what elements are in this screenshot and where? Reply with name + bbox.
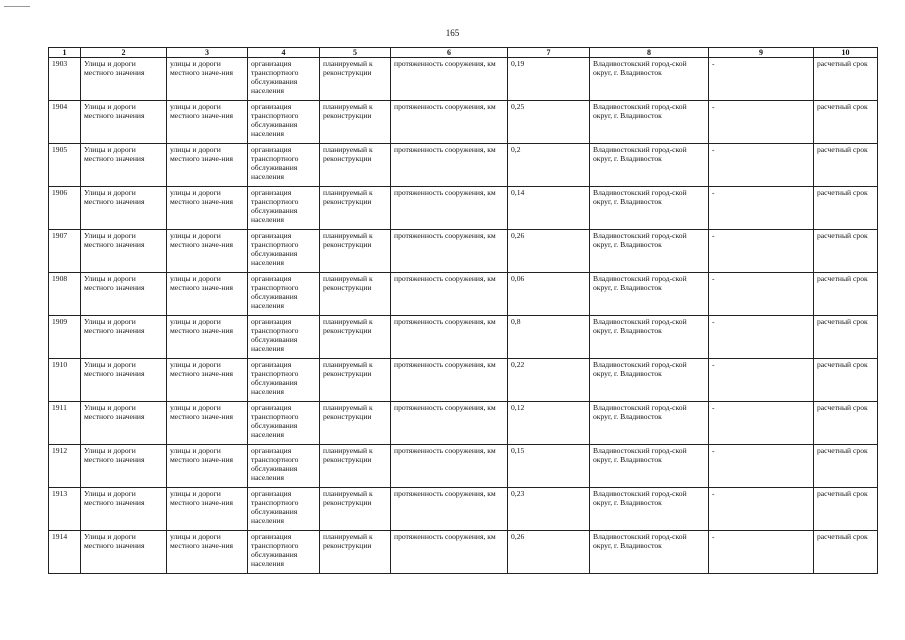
column-header: 4 <box>248 48 320 58</box>
cell-row-number: 1907 <box>49 230 81 273</box>
cell-zone: - <box>709 359 814 402</box>
cell-purpose: организация транспортного обслуживания населения <box>248 359 320 402</box>
cell-object-name: Улицы и дороги местного значения <box>81 144 167 187</box>
column-header: 7 <box>508 48 590 58</box>
cell-status: планируемый к реконструкции <box>320 230 391 273</box>
header-row <box>49 48 878 58</box>
table-row <box>49 488 878 531</box>
cell-location: Владивостокский город-ской округ, г. Владивосток <box>590 144 709 187</box>
cell-characteristic: протяженность сооружения, км <box>391 187 508 230</box>
cell-purpose: организация транспортного обслуживания населения <box>248 531 320 574</box>
cell-object-name: Улицы и дороги местного значения <box>81 273 167 316</box>
table-row <box>49 316 878 359</box>
table-row <box>49 144 878 187</box>
cell-object-name: Улицы и дороги местного значения <box>81 230 167 273</box>
cell-object-type: улицы и дороги местного значе-ния <box>167 359 248 402</box>
cell-zone: - <box>709 316 814 359</box>
cell-term: расчетный срок <box>814 316 878 359</box>
cell-value: 0,19 <box>508 58 590 101</box>
cell-zone: - <box>709 531 814 574</box>
table-row <box>49 359 878 402</box>
cell-characteristic: протяженность сооружения, км <box>391 402 508 445</box>
cell-object-name: Улицы и дороги местного значения <box>81 488 167 531</box>
cell-term: расчетный срок <box>814 144 878 187</box>
cell-zone: - <box>709 488 814 531</box>
cell-value: 0,2 <box>508 144 590 187</box>
cell-row-number: 1908 <box>49 273 81 316</box>
cell-zone: - <box>709 101 814 144</box>
cell-zone: - <box>709 144 814 187</box>
cell-characteristic: протяженность сооружения, км <box>391 316 508 359</box>
cell-term: расчетный срок <box>814 488 878 531</box>
cell-zone: - <box>709 273 814 316</box>
cell-object-name: Улицы и дороги местного значения <box>81 58 167 101</box>
table-body <box>49 58 878 574</box>
page-number: 165 <box>445 28 460 38</box>
column-header: 2 <box>81 48 167 58</box>
table-row <box>49 445 878 488</box>
cell-status: планируемый к реконструкции <box>320 273 391 316</box>
cell-status: планируемый к реконструкции <box>320 101 391 144</box>
cell-zone: - <box>709 445 814 488</box>
cell-location: Владивостокский город-ской округ, г. Владивосток <box>590 230 709 273</box>
cell-value: 0,26 <box>508 531 590 574</box>
cell-purpose: организация транспортного обслуживания населения <box>248 230 320 273</box>
cell-purpose: организация транспортного обслуживания населения <box>248 488 320 531</box>
cell-term: расчетный срок <box>814 58 878 101</box>
cell-object-type: улицы и дороги местного значе-ния <box>167 187 248 230</box>
cell-location: Владивостокский город-ской округ, г. Владивосток <box>590 488 709 531</box>
cell-object-name: Улицы и дороги местного значения <box>81 316 167 359</box>
table-row <box>49 531 878 574</box>
cell-value: 0,14 <box>508 187 590 230</box>
cell-purpose: организация транспортного обслуживания населения <box>248 187 320 230</box>
cell-row-number: 1914 <box>49 531 81 574</box>
cell-object-name: Улицы и дороги местного значения <box>81 101 167 144</box>
cell-characteristic: протяженность сооружения, км <box>391 488 508 531</box>
cell-term: расчетный срок <box>814 187 878 230</box>
cell-object-type: улицы и дороги местного значе-ния <box>167 316 248 359</box>
cell-row-number: 1905 <box>49 144 81 187</box>
cell-characteristic: протяженность сооружения, км <box>391 273 508 316</box>
cell-status: планируемый к реконструкции <box>320 144 391 187</box>
cell-location: Владивостокский город-ской округ, г. Владивосток <box>590 58 709 101</box>
cell-row-number: 1912 <box>49 445 81 488</box>
cell-object-type: улицы и дороги местного значе-ния <box>167 101 248 144</box>
table-row <box>49 101 878 144</box>
column-header: 1 <box>49 48 81 58</box>
cell-location: Владивостокский город-ской округ, г. Владивосток <box>590 402 709 445</box>
cell-purpose: организация транспортного обслуживания населения <box>248 101 320 144</box>
cell-zone: - <box>709 187 814 230</box>
cell-characteristic: протяженность сооружения, км <box>391 359 508 402</box>
table-row <box>49 58 878 101</box>
cell-object-name: Улицы и дороги местного значения <box>81 402 167 445</box>
cell-status: планируемый к реконструкции <box>320 187 391 230</box>
cell-location: Владивостокский город-ской округ, г. Владивосток <box>590 187 709 230</box>
cell-location: Владивостокский город-ской округ, г. Владивосток <box>590 273 709 316</box>
cell-value: 0,25 <box>508 101 590 144</box>
cell-term: расчетный срок <box>814 531 878 574</box>
cell-purpose: организация транспортного обслуживания населения <box>248 58 320 101</box>
cell-status: планируемый к реконструкции <box>320 445 391 488</box>
column-header: 8 <box>590 48 709 58</box>
cell-purpose: организация транспортного обслуживания населения <box>248 273 320 316</box>
cell-object-type: улицы и дороги местного значе-ния <box>167 230 248 273</box>
table-row <box>49 230 878 273</box>
cell-row-number: 1911 <box>49 402 81 445</box>
cell-object-name: Улицы и дороги местного значения <box>81 445 167 488</box>
cell-location: Владивостокский город-ской округ, г. Владивосток <box>590 445 709 488</box>
cell-term: расчетный срок <box>814 402 878 445</box>
cell-object-name: Улицы и дороги местного значения <box>81 531 167 574</box>
cell-row-number: 1906 <box>49 187 81 230</box>
cell-characteristic: протяженность сооружения, км <box>391 445 508 488</box>
cell-purpose: организация транспортного обслуживания населения <box>248 445 320 488</box>
cell-value: 0,06 <box>508 273 590 316</box>
cell-characteristic: протяженность сооружения, км <box>391 58 508 101</box>
column-header: 6 <box>391 48 508 58</box>
cell-object-type: улицы и дороги местного значе-ния <box>167 445 248 488</box>
cell-value: 0,26 <box>508 230 590 273</box>
cell-term: расчетный срок <box>814 273 878 316</box>
cell-status: планируемый к реконструкции <box>320 359 391 402</box>
table-row <box>49 402 878 445</box>
cell-purpose: организация транспортного обслуживания населения <box>248 144 320 187</box>
cell-status: планируемый к реконструкции <box>320 531 391 574</box>
column-header: 5 <box>320 48 391 58</box>
cell-value: 0,12 <box>508 402 590 445</box>
cell-object-type: улицы и дороги местного значе-ния <box>167 144 248 187</box>
table-row <box>49 273 878 316</box>
cell-value: 0,8 <box>508 316 590 359</box>
cell-characteristic: протяженность сооружения, км <box>391 531 508 574</box>
cell-object-type: улицы и дороги местного значе-ния <box>167 273 248 316</box>
cell-zone: - <box>709 402 814 445</box>
cell-value: 0,15 <box>508 445 590 488</box>
cell-row-number: 1913 <box>49 488 81 531</box>
cell-purpose: организация транспортного обслуживания населения <box>248 402 320 445</box>
cell-object-type: улицы и дороги местного значе-ния <box>167 402 248 445</box>
corner-rule <box>4 6 30 7</box>
cell-object-type: улицы и дороги местного значе-ния <box>167 488 248 531</box>
cell-status: планируемый к реконструкции <box>320 316 391 359</box>
cell-characteristic: протяженность сооружения, км <box>391 144 508 187</box>
cell-object-name: Улицы и дороги местного значения <box>81 359 167 402</box>
cell-zone: - <box>709 58 814 101</box>
cell-object-type: улицы и дороги местного значе-ния <box>167 58 248 101</box>
column-header: 10 <box>814 48 878 58</box>
cell-location: Владивостокский город-ской округ, г. Владивосток <box>590 316 709 359</box>
cell-row-number: 1910 <box>49 359 81 402</box>
table-header <box>49 48 878 58</box>
cell-term: расчетный срок <box>814 230 878 273</box>
cell-status: планируемый к реконструкции <box>320 488 391 531</box>
cell-status: планируемый к реконструкции <box>320 58 391 101</box>
cell-characteristic: протяженность сооружения, км <box>391 101 508 144</box>
cell-value: 0,23 <box>508 488 590 531</box>
column-header: 3 <box>167 48 248 58</box>
cell-object-name: Улицы и дороги местного значения <box>81 187 167 230</box>
cell-value: 0,22 <box>508 359 590 402</box>
cell-term: расчетный срок <box>814 445 878 488</box>
cell-row-number: 1903 <box>49 58 81 101</box>
cell-location: Владивостокский город-ской округ, г. Владивосток <box>590 101 709 144</box>
cell-zone: - <box>709 230 814 273</box>
cell-term: расчетный срок <box>814 359 878 402</box>
registry-table <box>48 47 878 574</box>
cell-location: Владивостокский город-ской округ, г. Владивосток <box>590 531 709 574</box>
cell-characteristic: протяженность сооружения, км <box>391 230 508 273</box>
cell-location: Владивостокский город-ской округ, г. Владивосток <box>590 359 709 402</box>
cell-row-number: 1904 <box>49 101 81 144</box>
cell-purpose: организация транспортного обслуживания населения <box>248 316 320 359</box>
cell-row-number: 1909 <box>49 316 81 359</box>
cell-object-type: улицы и дороги местного значе-ния <box>167 531 248 574</box>
cell-status: планируемый к реконструкции <box>320 402 391 445</box>
table-row <box>49 187 878 230</box>
column-header: 9 <box>709 48 814 58</box>
cell-term: расчетный срок <box>814 101 878 144</box>
